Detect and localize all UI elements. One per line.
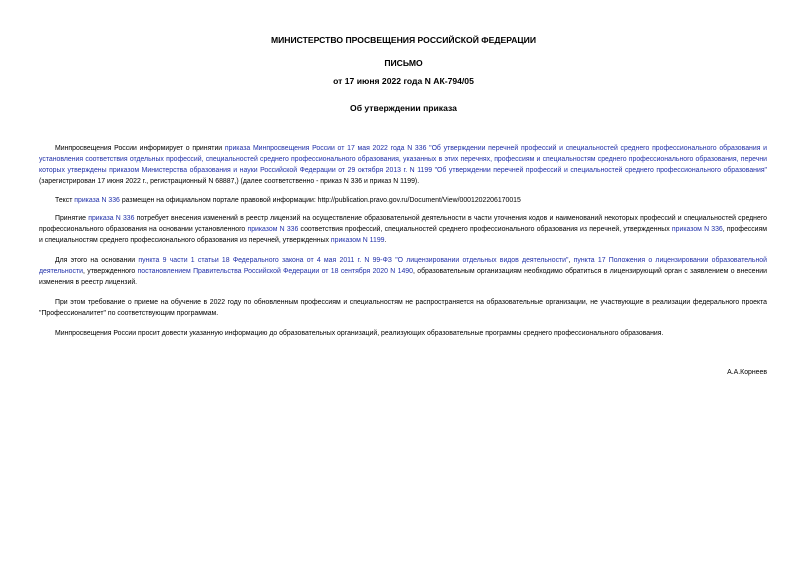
document-subject: Об утверждении приказа: [350, 103, 457, 113]
order-336-link[interactable]: приказом N 336: [247, 226, 299, 233]
paragraph-6: Минпросвещения России просит довести указанную информацию до образовательных организаций, реализующих образовательные программы среднего профессионального образования.: [55, 330, 664, 337]
paragraph-text: , образовательным организациям необходимо обратиться в лицензирующий орган с заявлением о внесении изменения в реестр лицензий.: [39, 268, 767, 286]
paragraph-text: ,: [568, 257, 574, 264]
paragraph-text: Минпросвещения России информирует о принятии: [55, 145, 225, 152]
paragraph-4: [39, 255, 767, 288]
government-resolution-1490-link[interactable]: постановлением Правительства Российской Федерации от 18 сентября 2020 N 1490: [137, 268, 413, 275]
paragraph-text: размещен на официальном портале правовой информации: http://publication.pravo.gov.ru/Document/View/0001202206170015: [119, 197, 521, 204]
order-336-link[interactable]: приказа Минпросвещения России от 17 мая 2022 года N 336 "Об утверждении перечней профессий и специальностей среднего профессионального образования и установления соответствия отдельных профессий, специальностей среднего профессионального образования, указанных в этих перечнях, профессиям и специальностям среднего профессионального образования, перечни которых утверждены приказом Министерства образования и науки Российской Федерации от 29 октября 2013 г. N 1199 "Об утверждении перечней профессий и специальностей среднего профессионального образования": [39, 145, 767, 174]
order-1199-link[interactable]: приказом N 1199: [330, 237, 385, 244]
paragraph-2: [39, 195, 767, 206]
paragraph-text: соответствия профессий, специальностей среднего профессионального образования из перечней, утвержденных: [298, 226, 672, 233]
paragraph-text: (зарегистрирован 17 июня 2022 г., регистрационный N 68887,) (далее соответственно - приказ N 336 и приказ N 1199).: [39, 178, 420, 185]
paragraph-text: , утвержденного: [82, 268, 138, 275]
licensing-regulation-link[interactable]: пункта 17 Положения о лицензировании образовательной деятельности: [39, 257, 767, 275]
order-336-link[interactable]: приказом N 336: [671, 226, 723, 233]
paragraph-text: Текст: [55, 197, 75, 204]
ministry-title: МИНИСТЕРСТВО ПРОСВЕЩЕНИЯ РОССИЙСКОЙ ФЕДЕРАЦИИ: [270, 35, 537, 45]
paragraph-text: потребует внесения изменений в реестр лицензий на осуществление образовательной деятельности в части уточнения кодов и наименований некоторых профессий и специальностей среднего профессионального образования на основании установленного: [39, 215, 767, 233]
paragraph-text: , профессиям и специальностям среднего профессионального образования из перечней, утвержденных: [39, 226, 768, 244]
paragraph-text: Для этого на основании: [55, 257, 139, 264]
federal-law-99-link[interactable]: пункта 9 части 1 статьи 18 Федерального закона от 4 мая 2011 г. N 99-ФЗ "О лицензировании отдельных видов деятельности": [138, 257, 569, 264]
order-336-link[interactable]: приказа N 336: [88, 215, 135, 222]
paragraph-3: [39, 213, 767, 246]
paragraph-text: .: [384, 237, 387, 244]
paragraph-5: При этом требование о приеме на обучение в 2022 году по обновленным профессиям и специальностям не распространяется на образовательные организации, не участвующие в реализации федерального проекта "Профессионалитет" по соответствующим программам.: [39, 299, 767, 317]
document-type: ПИСЬМО: [384, 58, 423, 68]
order-336-link[interactable]: приказа N 336: [74, 197, 120, 204]
paragraph-text: Принятие: [55, 215, 89, 222]
paragraph-1: [39, 143, 767, 187]
document-date-number: от 17 июня 2022 года N АК-794/05: [333, 76, 474, 86]
signature: А.А.Корнеев: [727, 369, 767, 376]
